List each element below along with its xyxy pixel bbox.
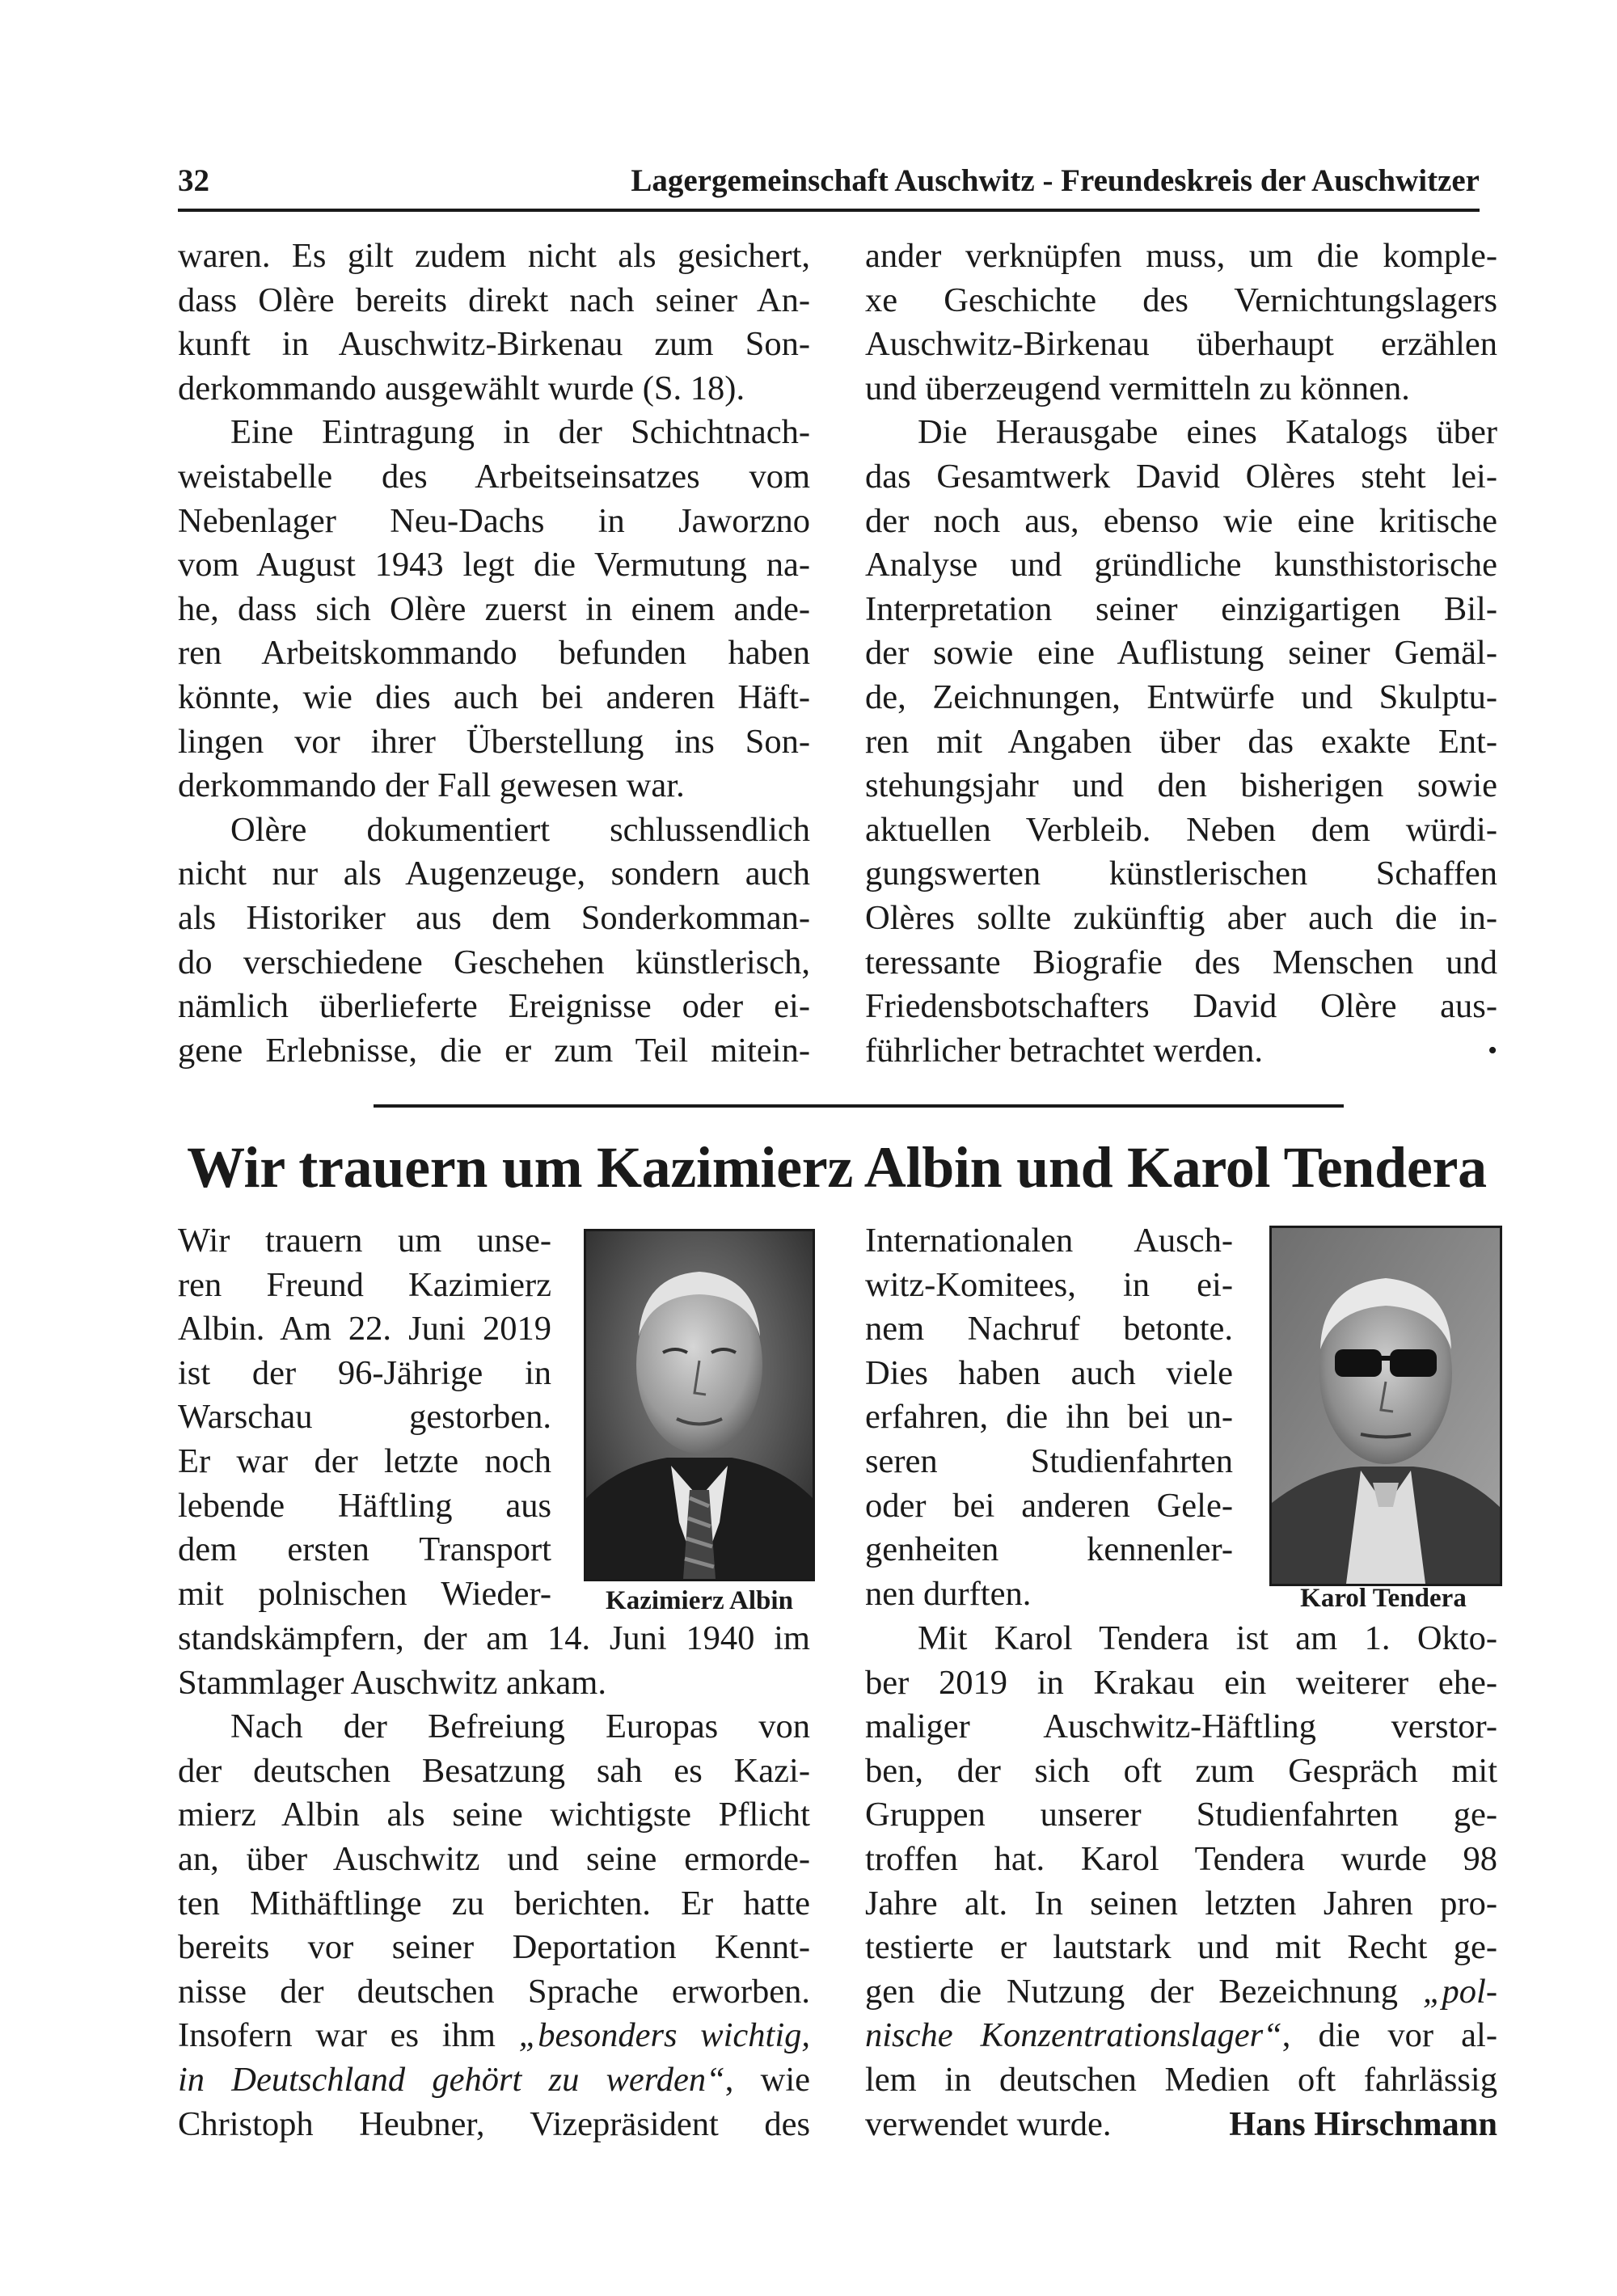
section-divider: [374, 1104, 1344, 1108]
text-line: derkommando der Fall gewesen war.: [178, 766, 685, 805]
text-line: ren Freund Kazimierz: [178, 1265, 551, 1304]
photo-caption-tendera: Karol Tendera: [1300, 1584, 1467, 1613]
text-line: Interpretation seiner einzigartigen Bil-: [865, 589, 1497, 628]
text-line: mierz Albin als seine wichtigste Pflicht: [178, 1796, 810, 1834]
text-line: nicht nur als Augenzeuge, sondern auch: [178, 855, 810, 893]
text-line: Wir trauern um unse-: [178, 1222, 551, 1260]
portrait-image: [1272, 1228, 1500, 1584]
text-line: erfahren, die ihn bei un-: [865, 1398, 1233, 1437]
text-line: Friedensbotschafters David Olère aus-: [865, 987, 1497, 1026]
text-line: [178, 2014, 810, 2058]
continued-article-right-column: [865, 234, 1497, 1073]
publication-title: Lagergemeinschaft Auschwitz - Freundeskreis der Auschwitzer: [631, 163, 1480, 198]
quote-segment: „pol-: [1422, 1972, 1497, 2011]
text-line: Christoph Heubner, Vizepräsident des: [178, 2104, 810, 2143]
text-line: vom August 1943 legt die Vermutung na-: [178, 546, 810, 585]
text-line: Auschwitz-Birkenau überhaupt erzählen: [865, 325, 1497, 364]
text-line: Gruppen unserer Studienfahrten ge-: [865, 1796, 1497, 1834]
header-rule: [178, 209, 1480, 212]
text-line: Stammlager Auschwitz ankam.: [178, 1663, 606, 1702]
text-line: ben, der sich oft zum Gespräch mit: [865, 1751, 1497, 1790]
text-line: ber 2019 in Krakau ein weiterer ehe-: [865, 1663, 1497, 1702]
text-line: Olère dokumentiert schlussendlich: [230, 810, 810, 849]
text-line: xe Geschichte des Vernichtungslagers: [865, 281, 1497, 319]
text-line: testierte er lautstark und mit Recht ge-: [865, 1928, 1497, 1967]
text-line-content: führlicher betrachtet werden.: [865, 1031, 1264, 1070]
text-line: Albin. Am 22. Juni 2019: [178, 1310, 551, 1348]
text-line: weistabelle des Arbeitseinsatzes vom: [178, 457, 810, 496]
text-line: ist der 96-Jährige in: [178, 1353, 551, 1392]
text-line: gene Erlebnisse, die er zum Teil mitein-: [178, 1031, 810, 1070]
continued-article-left-column: [178, 234, 810, 1073]
text-line: teressante Biografie des Menschen und: [865, 943, 1497, 981]
text-line: genheiten kennenler-: [865, 1530, 1233, 1569]
portrait-kazimierz-albin: [584, 1229, 815, 1581]
text-line: maliger Auschwitz-Häftling verstor-: [865, 1707, 1497, 1746]
text-line: Er war der letzte noch: [178, 1441, 551, 1480]
text-line: stehungsjahr und den bisherigen sowie: [865, 766, 1497, 805]
text-line: mit polnischen Wieder-: [178, 1574, 551, 1613]
obituary-right-wide-column: [865, 1617, 1497, 2146]
text-line: seren Studienfahrten: [865, 1441, 1233, 1480]
text-segment: verwendet wurde.: [865, 2104, 1112, 2143]
text-line: Warschau gestorben.: [178, 1398, 551, 1437]
photo-caption-albin: Kazimierz Albin: [606, 1586, 793, 1615]
text-line: oder bei anderen Gele-: [865, 1486, 1233, 1525]
portrait-karol-tendera: [1269, 1226, 1502, 1586]
text-line: an, über Auschwitz und seine ermorde-: [178, 1839, 810, 1878]
text-segment: , die vor al-: [1281, 2016, 1497, 2055]
text-line: lebende Häftling aus: [178, 1486, 551, 1525]
text-line: Nach der Befreiung Europas von: [230, 1707, 810, 1746]
quote-segment: in Deutschland gehört zu werden“: [178, 2060, 725, 2099]
text-line: der deutschen Besatzung sah es Kazi-: [178, 1751, 810, 1790]
text-line: [178, 2058, 810, 2103]
author-name: Hans Hirschmann: [1229, 2104, 1497, 2143]
text-line: könnte, wie dies auch bei anderen Häft-: [178, 677, 810, 716]
text-line: nem Nachruf betonte.: [865, 1310, 1233, 1348]
text-line: der sowie eine Auflistung seiner Gemäl-: [865, 634, 1497, 673]
text-line: witz-Komitees, in ei-: [865, 1265, 1233, 1304]
text-segment: Insofern war es ihm: [178, 2016, 519, 2055]
text-line: waren. Es gilt zudem nicht als gesichert,: [178, 237, 810, 275]
running-header: [178, 160, 1480, 202]
text-line: der noch aus, ebenso wie eine kritische: [865, 501, 1497, 540]
quote-segment: „besonders wichtig,: [518, 2016, 811, 2055]
text-line: Dies haben auch viele: [865, 1353, 1233, 1392]
text-line: [865, 1970, 1497, 2015]
text-line: Eine Eintragung in der Schichtnach-: [230, 413, 810, 452]
text-line: und überzeugend vermitteln zu können.: [865, 369, 1410, 407]
text-line: gungswerten künstlerischen Schaffen: [865, 855, 1497, 893]
text-line: standskämpfern, der am 14. Juni 1940 im: [178, 1619, 810, 1657]
text-line: das Gesamtwerk David Olères steht lei-: [865, 457, 1497, 496]
text-line: ren Arbeitskommando befunden haben: [178, 634, 810, 673]
text-line: [865, 1029, 1497, 1074]
text-line: ten Mithäftlinge zu berichten. Er hatte: [178, 1884, 810, 1922]
text-line: nisse der deutschen Sprache erworben.: [178, 1972, 810, 2011]
article-headline: Wir trauern um Kazimierz Albin und Karol Tendera: [187, 1135, 1487, 1200]
text-line: [865, 2014, 1497, 2058]
text-line: [865, 2103, 1497, 2147]
portrait-image: [586, 1231, 813, 1579]
text-line: Mit Karol Tendera ist am 1. Okto-: [918, 1619, 1497, 1657]
text-line: nen durften.: [865, 1574, 1032, 1613]
text-line: Internationalen Ausch-: [865, 1222, 1233, 1260]
text-line: bereits vor seiner Deportation Kennt-: [178, 1928, 810, 1967]
text-line: de, Zeichnungen, Entwürfe und Skulptu-: [865, 677, 1497, 716]
obituary-left-wide-column: [178, 1617, 810, 2146]
text-segment: , wie: [724, 2060, 810, 2099]
end-of-article-mark: •: [1488, 1035, 1497, 1066]
text-line: Olères sollte zukünftig aber auch die in-: [865, 898, 1497, 937]
text-segment: gen die Nutzung der Bezeichnung: [865, 1972, 1423, 2011]
text-line: Analyse und gründliche kunsthistorische: [865, 546, 1497, 585]
text-line: derkommando ausgewählt wurde (S. 18).: [178, 369, 745, 407]
text-line: do verschiedene Geschehen künstlerisch,: [178, 943, 810, 981]
text-line: ren mit Angaben über das exakte Ent-: [865, 722, 1497, 761]
text-line: nämlich überlieferte Ereignisse oder ei-: [178, 987, 810, 1026]
text-line: aktuellen Verbleib. Neben dem würdi-: [865, 810, 1497, 849]
text-line: kunft in Auschwitz-Birkenau zum Son-: [178, 325, 810, 364]
text-line: lem in deutschen Medien oft fahrlässig: [865, 2060, 1497, 2099]
text-line: dem ersten Transport: [178, 1530, 551, 1569]
text-line: als Historiker aus dem Sonderkomman-: [178, 898, 810, 937]
quote-segment: nische Konzentrationslager“: [865, 2016, 1282, 2055]
text-line: troffen hat. Karol Tendera wurde 98: [865, 1839, 1497, 1878]
text-line: Jahre alt. In seinen letzten Jahren pro-: [865, 1884, 1497, 1922]
page-number: 32: [178, 163, 209, 198]
text-line: dass Olère bereits direkt nach seiner An-: [178, 281, 810, 319]
text-line: Die Herausgabe eines Katalogs über: [918, 413, 1497, 452]
obituary-left-narrow-column: [178, 1219, 551, 1616]
text-line: ander verknüpfen muss, um die komple-: [865, 237, 1497, 275]
text-line: lingen vor ihrer Überstellung ins Son-: [178, 722, 810, 761]
text-line: Nebenlager Neu-Dachs in Jaworzno: [178, 501, 810, 540]
text-line: he, dass sich Olère zuerst in einem ande-: [178, 589, 810, 628]
obituary-right-narrow-column: [865, 1219, 1233, 1616]
